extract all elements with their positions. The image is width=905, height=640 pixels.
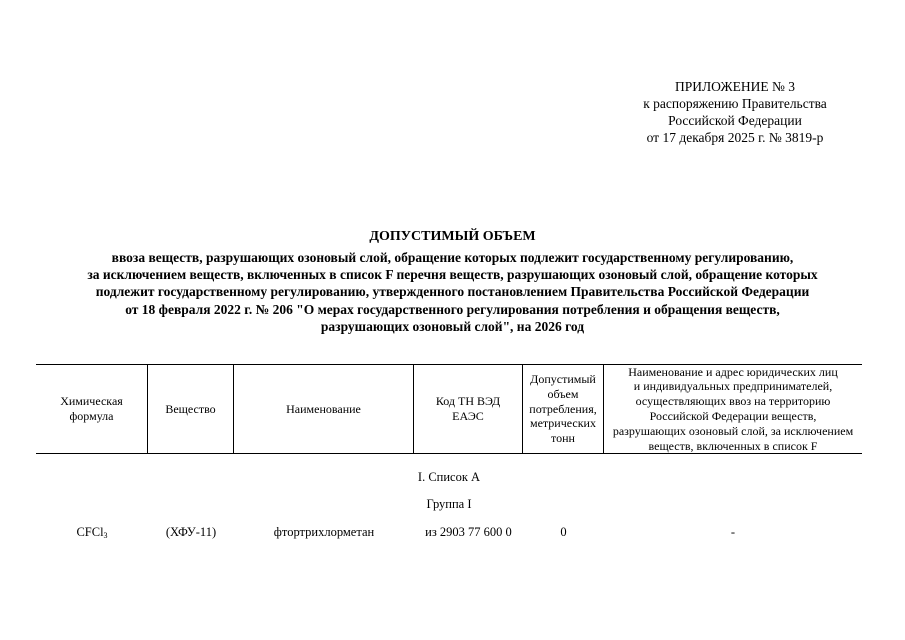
subtitle-line: разрушающих озоновый слой", на 2026 год: [320, 318, 585, 334]
header-name: Наименование: [234, 365, 414, 453]
header-code: Код ТН ВЭД ЕАЭС: [414, 365, 523, 453]
cell-name: фтортрихлорметан: [273, 525, 375, 539]
document-title: ДОПУСТИМЫЙ ОБЪЕМ: [369, 229, 536, 244]
header-volume: Допустимый объем потребления, метрических тонн: [523, 365, 604, 453]
section-title: I. Список А: [417, 470, 481, 484]
group-title: Группа I: [426, 497, 472, 511]
subtitle-line: подлежит государственному регулированию, утвержденного постановлением Правительства Российской Федерации: [95, 284, 810, 300]
appendix-number: ПРИЛОЖЕНИЕ № 3: [674, 79, 796, 94]
cell-volume: 0: [560, 525, 567, 539]
cell-importers: -: [730, 525, 736, 539]
appendix-line-1: к распоряжению Правительства: [643, 96, 827, 111]
header-formula: Химическая формула: [36, 365, 148, 453]
cell-formula: CFCl$_3$: [76, 525, 108, 540]
appendix-header: [600, 78, 870, 146]
header-importers: Наименование и адрес юридических лиц и индивидуальных предпринимателей, осуществляющих ввоз на территорию Российской Федерации веществ, разрушающих озоновый слой, за исключением веществ, включенных в список F: [612, 364, 854, 453]
appendix-line-3: от 17 декабря 2025 г. № 3819-р: [646, 130, 824, 145]
cell-substance: (ХФУ-11): [165, 525, 217, 539]
appendix-line-2: Российской Федерации: [668, 113, 802, 128]
subtitle-line: за исключением веществ, включенных в список F перечня веществ, разрушающих озоновый слой, обращение которых: [87, 267, 818, 283]
cell-code: из 2903 77 600 0: [425, 525, 512, 539]
header-substance: Вещество: [148, 365, 234, 453]
subtitle-line: ввоза веществ, разрушающих озоновый слой, обращение которых подлежит государственному регулированию,: [111, 250, 794, 265]
table-header: [36, 364, 862, 454]
document-subtitle: [40, 249, 865, 335]
subtitle-line: от 18 февраля 2022 г. № 206 "О мерах государственного регулирования потребления и обращения веществ,: [125, 301, 780, 317]
